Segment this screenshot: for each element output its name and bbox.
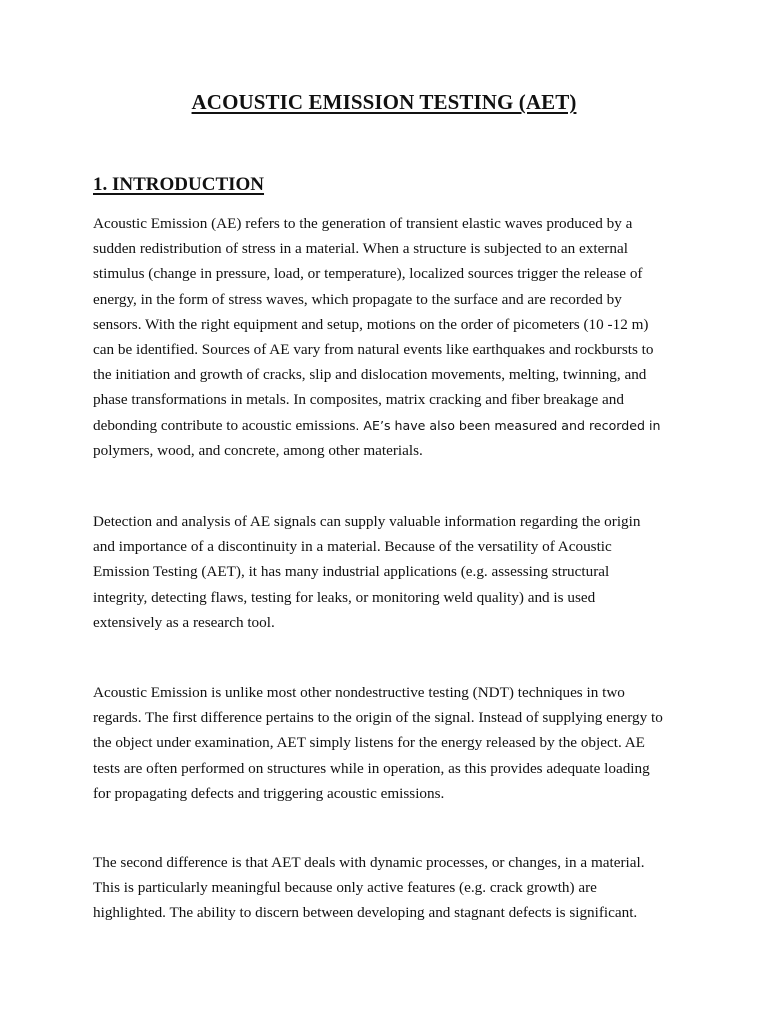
- section-heading: [93, 170, 264, 200]
- text-run-sans: . AE’s have also been measured and recorded in: [355, 417, 661, 433]
- text-line: This is particularly meaningful because only active features (e.g. crack growth) are: [93, 879, 597, 897]
- text-line: regards. The first difference pertains to the origin of the signal. Instead of supplying energy to: [93, 709, 663, 727]
- paragraph-1: [93, 211, 693, 463]
- text-line: sudden redistribution of stress in a material. When a structure is subjected to an external: [93, 240, 628, 258]
- text-line: highlighted. The ability to discern between developing and stagnant defects is significant.: [93, 904, 638, 922]
- text-line: Acoustic Emission (AE) refers to the generation of transient elastic waves produced by a: [93, 215, 633, 232]
- text-line: and importance of a discontinuity in a material. Because of the versatility of Acoustic: [93, 538, 612, 556]
- paragraph-2: [93, 509, 693, 635]
- text-line: integrity, detecting flaws, testing for leaks, or monitoring weld quality) and is used: [93, 588, 596, 606]
- text-line: tests are often performed on structures while in operation, as this provides adequate loading: [93, 759, 650, 777]
- document-title: [0, 86, 768, 118]
- text-line: stimulus (change in pressure, load, or temperature), localized sources trigger the release of: [93, 265, 643, 283]
- text-line: sensors. With the right equipment and setup, motions on the order of picometers (10 -12 m): [93, 315, 649, 333]
- text-line: for propagating defects and triggering acoustic emissions.: [93, 784, 445, 802]
- text-line: polymers, wood, and concrete, among other materials.: [93, 441, 423, 459]
- text-line: The second difference is that AET deals with dynamic processes, or changes, in a material.: [93, 854, 645, 871]
- text-line: the object under examination, AET simply listens for the energy released by the object. AE: [93, 734, 645, 752]
- text-line: Emission Testing (AET), it has many industrial applications (e.g. assessing structural: [93, 563, 610, 581]
- text-line: phase transformations in metals. In composites, matrix cracking and fiber breakage and: [93, 391, 624, 409]
- text-line: the initiation and growth of cracks, slip and dislocation movements, melting, twinning, and: [93, 366, 647, 384]
- text-line: energy, in the form of stress waves, which propagate to the surface and are recorded by: [93, 290, 622, 308]
- text-line: Acoustic Emission is unlike most other nondestructive testing (NDT) techniques in two: [93, 684, 625, 701]
- document-title-text: ACOUSTIC EMISSION TESTING (AET): [191, 90, 577, 114]
- text-line-mixed-font: [93, 413, 693, 438]
- section-heading-text: 1. INTRODUCTION: [93, 174, 265, 195]
- text-line: can be identified. Sources of AE vary from natural events like earthquakes and rockbursts to: [93, 341, 654, 359]
- paragraph-3: [93, 680, 693, 806]
- text-line: extensively as a research tool.: [93, 613, 275, 631]
- text-line: Detection and analysis of AE signals can supply valuable information regarding the origin: [93, 513, 641, 530]
- paragraph-4: [93, 850, 693, 926]
- text-run-serif: debonding contribute to acoustic emissions: [93, 416, 356, 434]
